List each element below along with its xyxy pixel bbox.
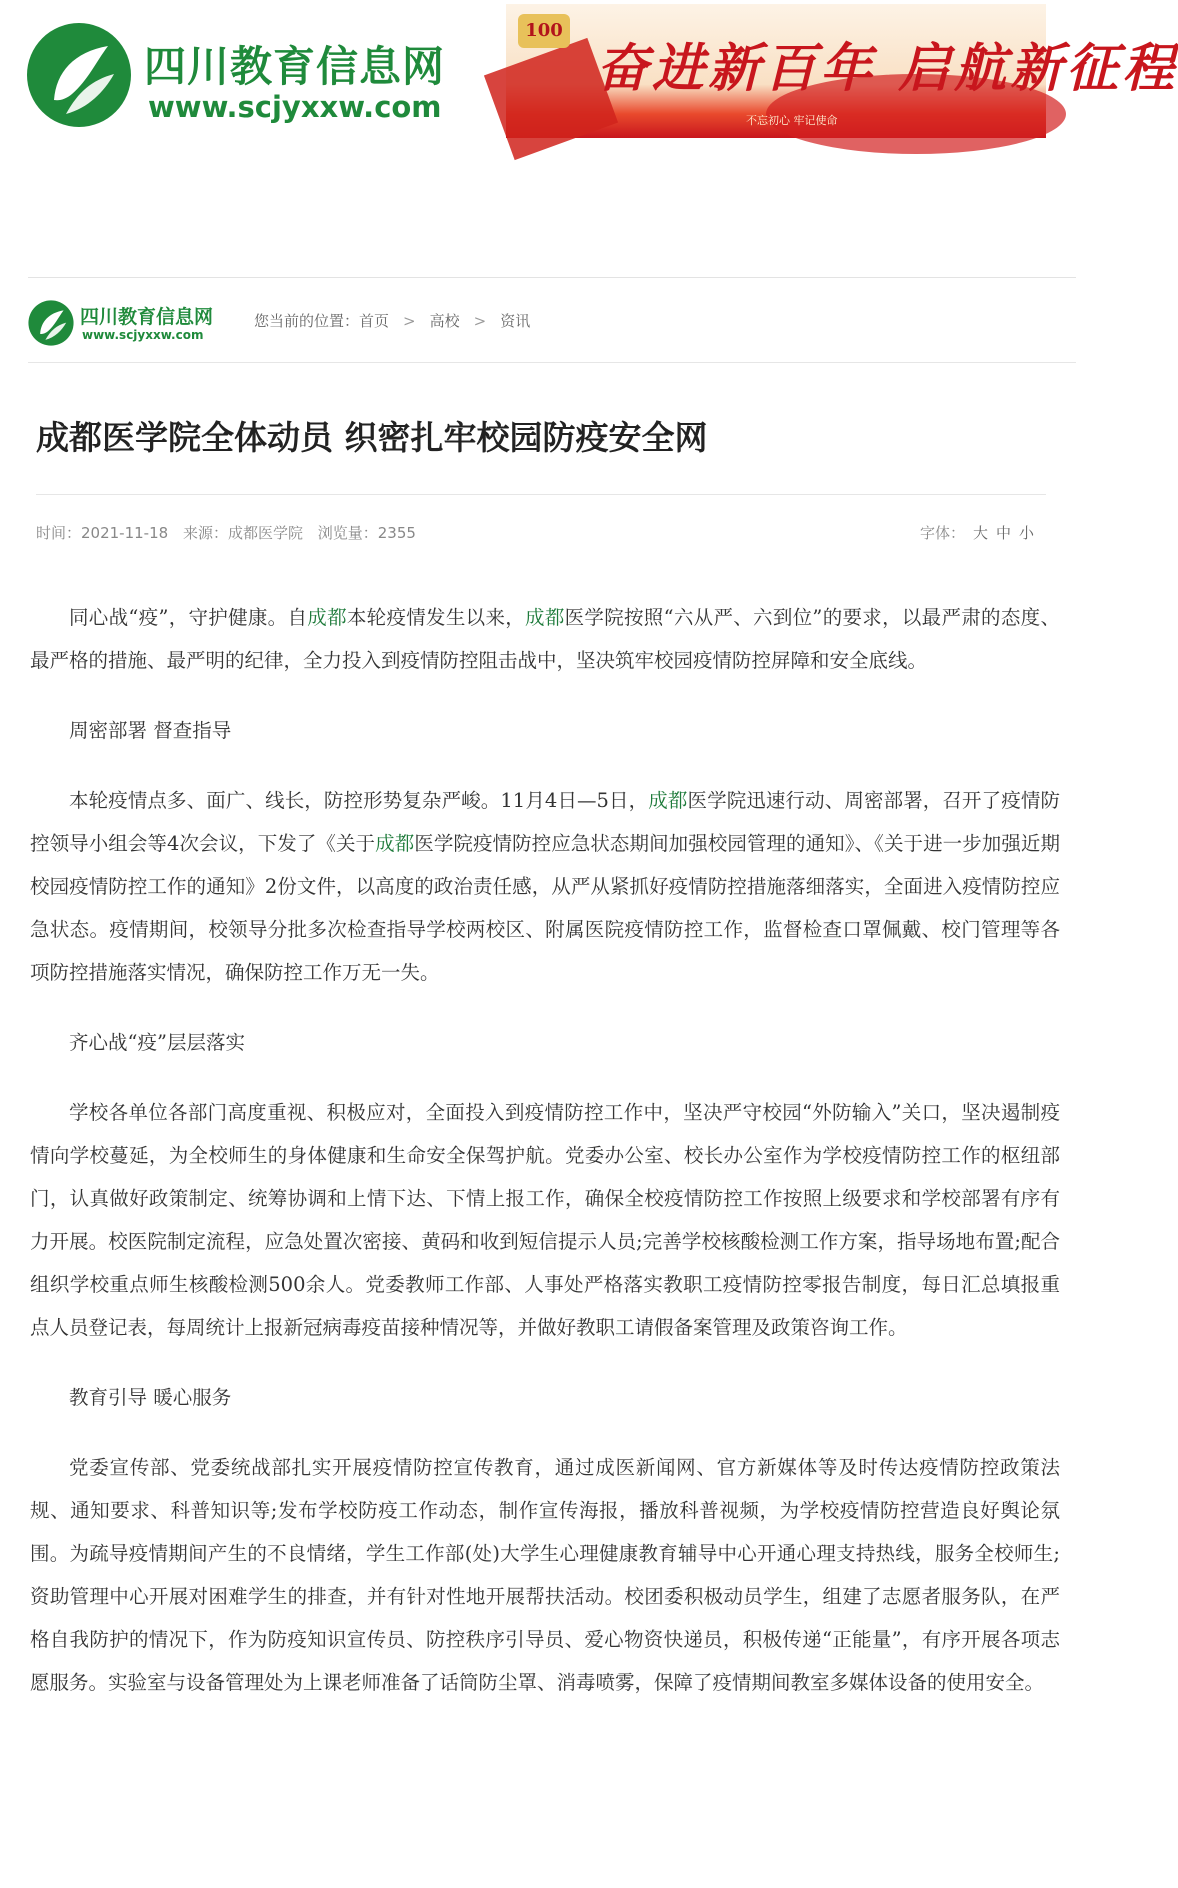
keyword-link[interactable]: 成都 [307, 606, 347, 629]
site-url-small: www.scjyxxw.com [82, 328, 204, 342]
site-logo-small[interactable] [28, 300, 228, 348]
breadcrumb-news[interactable]: 资讯 [500, 312, 531, 330]
paragraph-text: 学校各单位各部门高度重视、积极应对，全面投入到疫情防控工作中，坚决严守校园“外防输入”关口，坚决遏制疫情向学校蔓延，为全校师生的身体健康和生命安全保驾护航。党委办公室、校长办公室作为学校疫情防控工作的枢纽部门，认真做好政策制定、统筹协调和上情下达、下情上报工作，确保全校疫情防控工作按照上级要求和学校部署有序有力开展。校医院制定流程，应急处置次密接、黄码和收到短信提示人员;完善学校核酸检测工作方案，指导场地布置;配合组织学校重点师生核酸检测500余人。党委教师工作部、人事处严格落实教职工疫情防控零报告制度，每日汇总填报重点人员登记表，每周统计上报新冠病毒疫苗接种情况等，并做好教职工请假备案管理及政策咨询工作。 [30, 1101, 1060, 1339]
paragraph-text: 本轮疫情发生以来， [346, 606, 526, 629]
nav-bar [28, 278, 1076, 362]
site-name-small: 四川教育信息网 [80, 306, 214, 328]
article-paragraph [30, 596, 1060, 682]
keyword-link[interactable]: 成都 [375, 832, 415, 855]
font-size-medium[interactable]: 中 [996, 524, 1012, 542]
article-source: 来源：成都医学院 [182, 524, 303, 542]
paragraph-text: 医学院按照“六从严、六到位”的要求，以最严肃的态度、最严格的措施、最严明的纪律，全力投入到疫情防控阻击战中，坚决筑牢校园疫情防控屏障和安全底线。 [30, 606, 1060, 672]
font-size-switcher [920, 522, 1034, 543]
view-count: 浏览量：2355 [317, 524, 416, 542]
publish-time: 时间：2021-11-18 [36, 524, 169, 542]
article-body [30, 596, 1060, 1704]
font-size-small[interactable]: 小 [1019, 524, 1035, 542]
keyword-link[interactable]: 成都 [648, 789, 688, 812]
banner-subtitle: 不忘初心 牢记使命 [746, 114, 838, 127]
paragraph-text: 周密部署 督查指导 [69, 719, 232, 742]
centenary-badge: 100 [518, 14, 570, 48]
article-paragraph [30, 1091, 1060, 1349]
paragraph-text: 医学院疫情防控应急状态期间加强校园管理的通知》、《关于进一步加强近期校园疫情防控工作的通知》2份文件，以高度的政治责任感，从严从紧抓好疫情防控措施落细落实，全面进入疫情防控应急状态。疫情期间，校领导分批多次检查指导学校两校区、附属医院疫情防控工作，监督检查口罩佩戴、校门管理等各项防控措施落实情况，确保防控工作万无一失。 [30, 832, 1060, 984]
site-url: www.scjyxxw.com [148, 90, 442, 124]
article-meta [36, 522, 426, 543]
site-name: 四川教育信息网 [144, 42, 446, 91]
paragraph-text: 医学院迅速行动、周密部署，召开了疫情防控领导小组会等4次会议，下发了《关于 [30, 789, 1060, 855]
paragraph-text: 同心战“疫”，守护健康。自 [69, 606, 308, 629]
promo-banner[interactable] [506, 4, 1178, 138]
breadcrumb [254, 310, 530, 331]
leaf-logo-icon [26, 22, 132, 128]
divider [28, 362, 1076, 363]
article-paragraph [30, 779, 1060, 994]
leaf-logo-icon [28, 300, 74, 346]
divider [36, 494, 1046, 495]
breadcrumb-prefix: 您当前的位置： [254, 312, 360, 330]
chevron-right-icon: > [473, 312, 487, 330]
article-paragraph [30, 1446, 1060, 1704]
breadcrumb-home[interactable]: 首页 [359, 312, 390, 330]
chevron-right-icon: > [403, 312, 416, 330]
banner-slogan: 奋进新百年 启航新征程 [596, 38, 1178, 99]
paragraph-text: 教育引导 暖心服务 [69, 1386, 232, 1409]
paragraph-text: 齐心战“疫”层层落实 [69, 1031, 245, 1054]
section-heading [30, 1021, 1060, 1064]
font-size-large[interactable]: 大 [973, 524, 989, 542]
site-logo[interactable] [26, 22, 446, 132]
breadcrumb-universities[interactable]: 高校 [429, 312, 460, 330]
section-heading [30, 709, 1060, 752]
section-heading [30, 1376, 1060, 1419]
keyword-link[interactable]: 成都 [525, 606, 565, 629]
paragraph-text: 党委宣传部、党委统战部扎实开展疫情防控宣传教育，通过成医新闻网、官方新媒体等及时传达疫情防控政策法规、通知要求、科普知识等;发布学校防疫工作动态，制作宣传海报，播放科普视频，为学校疫情防控营造良好舆论氛围。为疏导疫情期间产生的不良情绪，学生工作部(处)大学生心理健康教育辅导中心开通心理支持热线，服务全校师生;资助管理中心开展对困难学生的排查，并有针对性地开展帮扶活动。校团委积极动员学生，组建了志愿者服务队，在严格自我防护的情况下，作为防疫知识宣传员、防控秩序引导员、爱心物资快递员，积极传递“正能量”，有序开展各项志愿服务。实验室与设备管理处为上课老师准备了话筒防尘罩、消毒喷雾，保障了疫情期间教室多媒体设备的使用安全。 [30, 1456, 1060, 1694]
site-header [0, 0, 1178, 150]
paragraph-text: 本轮疫情点多、面广、线长，防控形势复杂严峻。11月4日—5日， [69, 789, 649, 812]
article-title: 成都医学院全体动员 织密扎牢校园防疫安全网 [36, 418, 708, 457]
font-size-label: 字体： [920, 524, 966, 542]
